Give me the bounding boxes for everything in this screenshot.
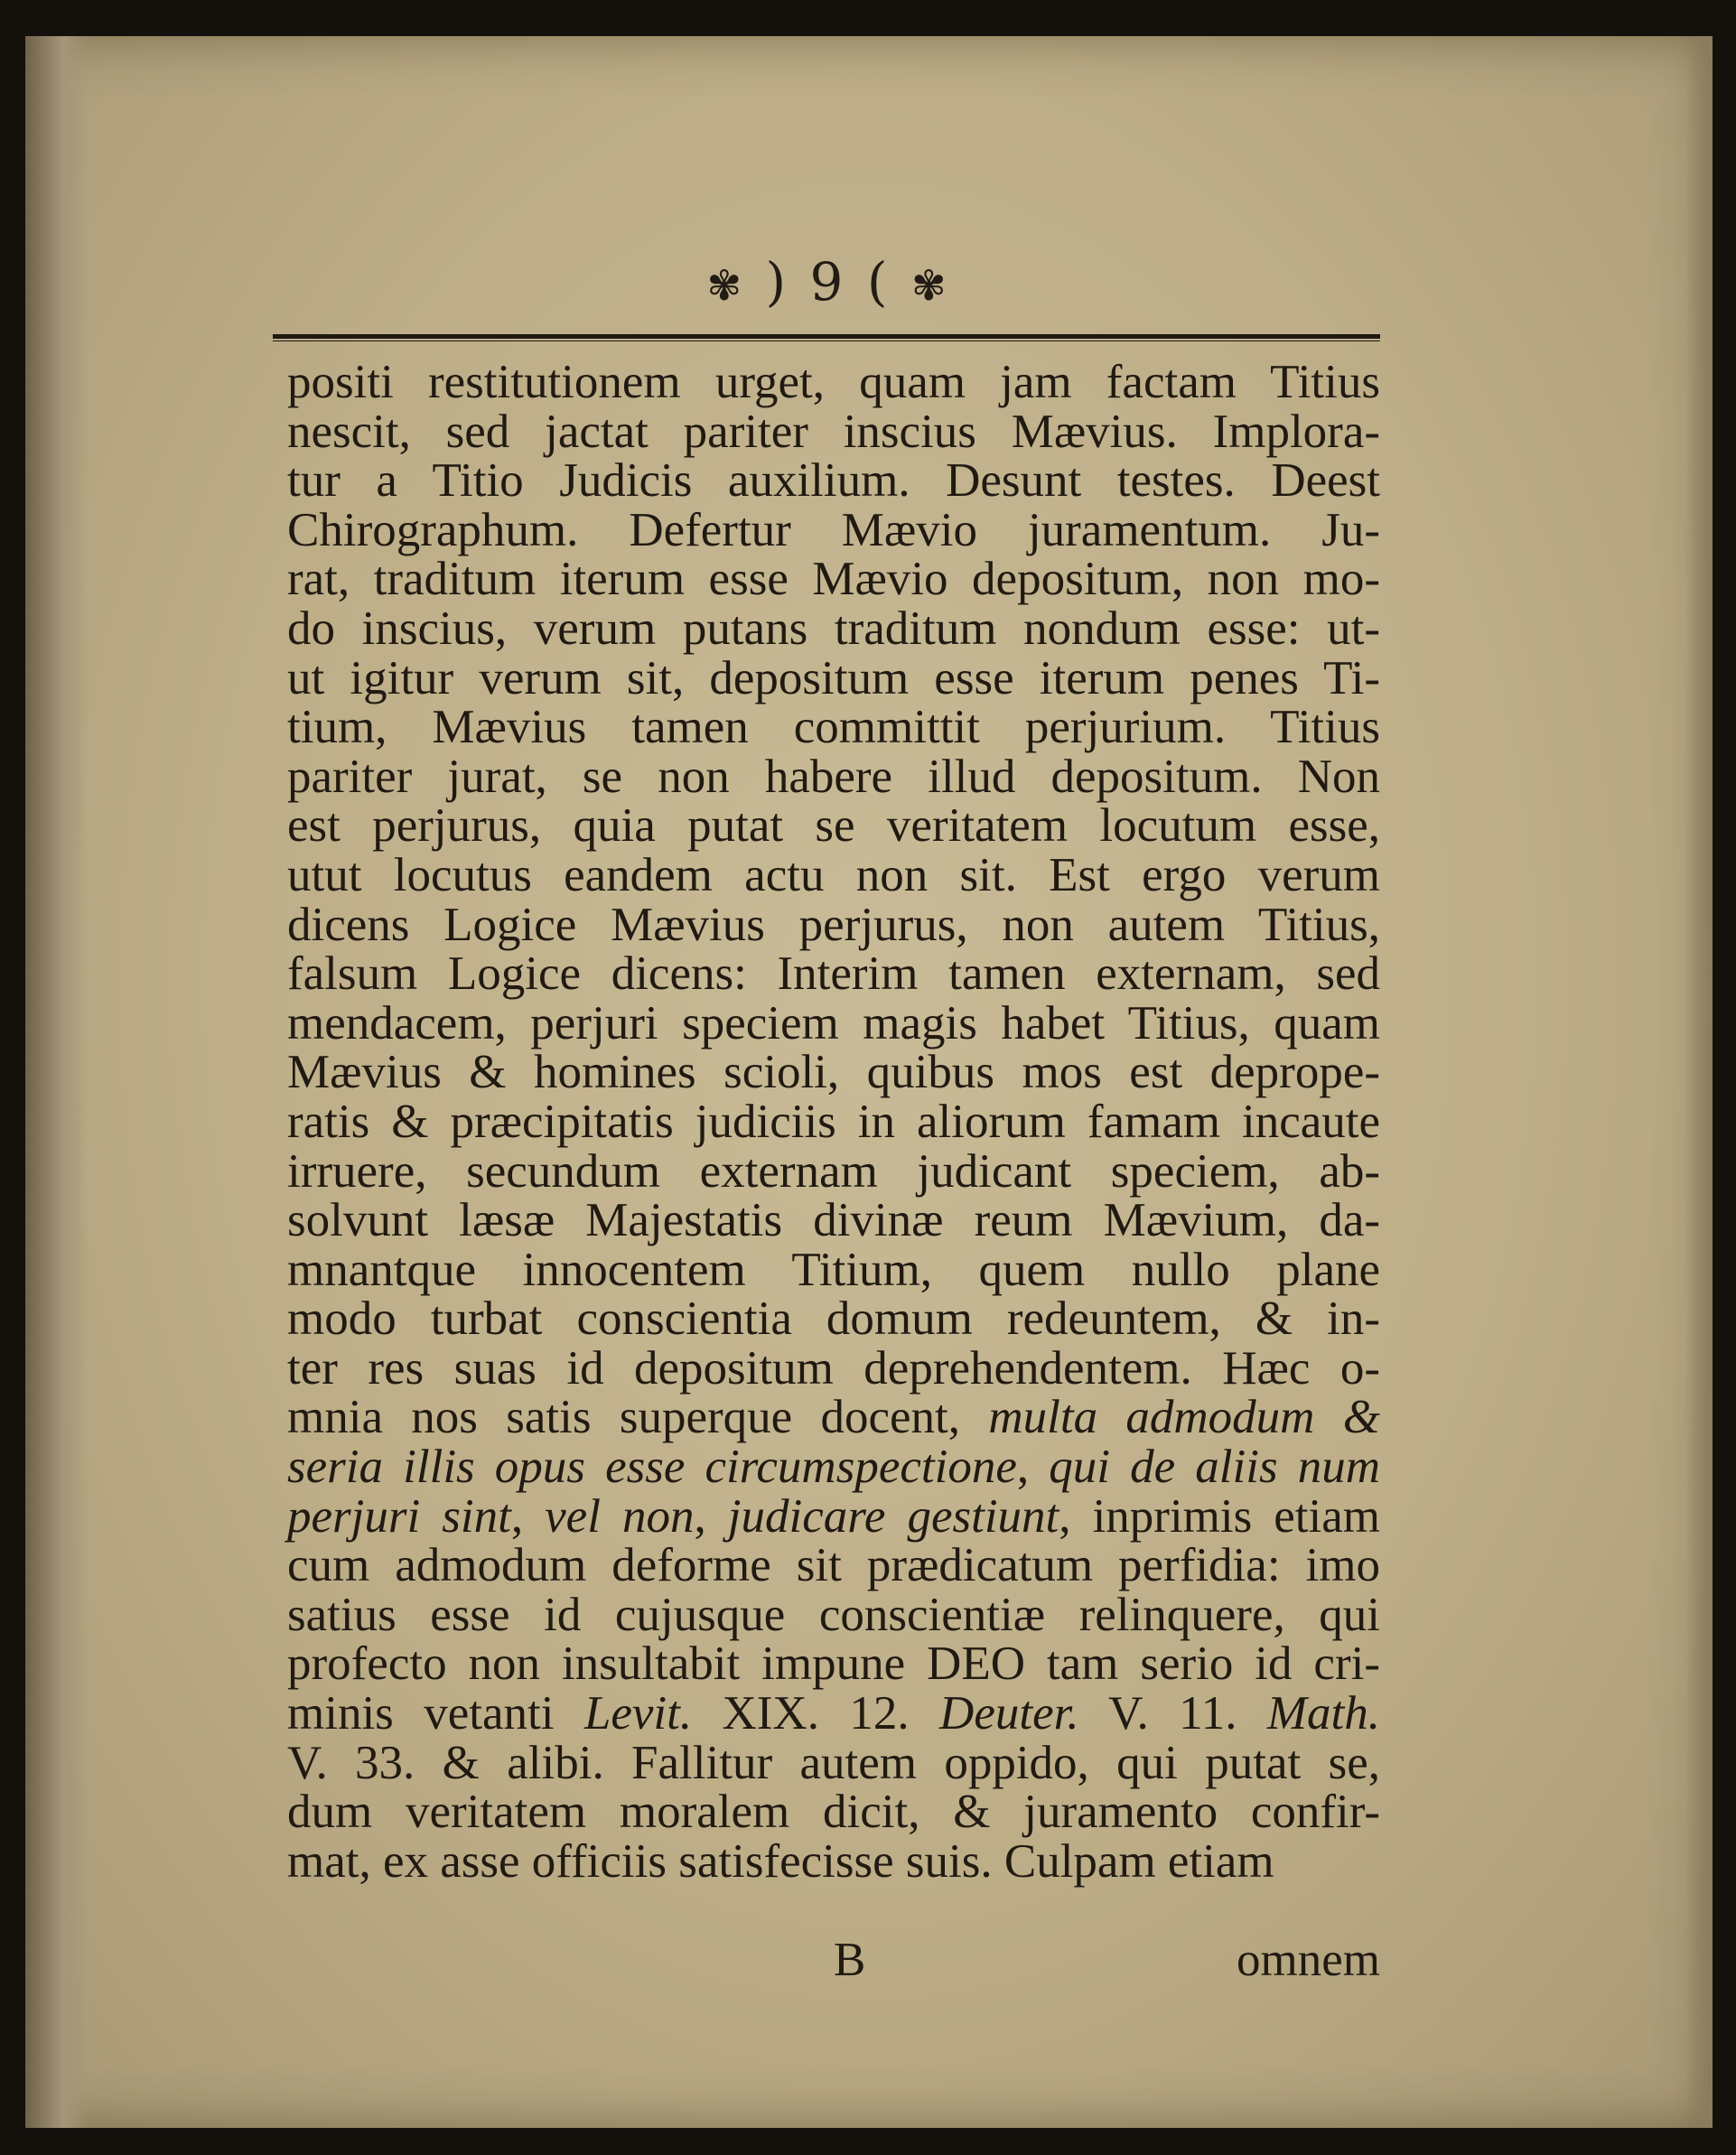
text-segment: irruere, secundum externam judicant speciem, ab-: [287, 1144, 1380, 1198]
text-line: [287, 1196, 1380, 1245]
text-segment: ,: [694, 1489, 728, 1543]
text-segment: falsum Logice dicens: Interim tamen externam, sed: [287, 947, 1380, 1001]
text-line: [287, 996, 1380, 1050]
text-line: [287, 1393, 1380, 1442]
text-segment: ,: [510, 1489, 546, 1543]
italic-segment: Levit.: [583, 1687, 693, 1740]
text-segment: mat, ex asse officiis satisfecisse suis. Culpam etiam: [287, 1834, 1274, 1888]
text-segment: , inprimis etiam: [1059, 1489, 1381, 1543]
text-segment: modo turbat conscientia domum redeuntem, & in-: [287, 1292, 1380, 1346]
text-segment: do inscius, verum putans traditum nondum esse: ut-: [287, 602, 1380, 655]
text-segment: nescit, sed jactat pariter inscius Mævius. Implora-: [287, 405, 1380, 458]
text-segment: Mævius & homines scioli, quibus mos est deprope-: [287, 1046, 1380, 1099]
italic-segment: Math.: [1266, 1687, 1380, 1740]
text-line: [287, 848, 1380, 901]
text-line: [287, 900, 1380, 950]
catchword: omnem: [1237, 1934, 1380, 1986]
text-line: [287, 1144, 1380, 1198]
text-segment: V. 33. & alibi. Fallitur autem oppido, qui putat se,: [287, 1736, 1380, 1789]
text-segment: rat, traditum iterum esse Mævio depositum, non mo-: [287, 553, 1380, 606]
signature-mark: B: [834, 1934, 866, 1986]
page-gutter-shadow: [25, 36, 89, 2128]
text-line: [287, 1787, 1380, 1837]
text-segment: solvunt læsæ Majestatis divinæ reum Mævium, da-: [287, 1194, 1380, 1247]
text-line: [287, 407, 1380, 457]
text-line: [287, 1097, 1380, 1147]
italic-segment: qui de aliis num: [1049, 1441, 1380, 1494]
text-line: [287, 358, 1380, 407]
text-line: [287, 1834, 1380, 1888]
text-segment: profecto non insultabit impune DEO tam serio id cri-: [287, 1637, 1380, 1691]
text-segment: mnantque innocentem Titium, quem nullo plane: [287, 1243, 1380, 1296]
text-line: [287, 503, 1380, 556]
text-segment: Chirographum. Defertur Mævio juramentum. Ju-: [287, 503, 1380, 556]
text-segment: mendacem, perjuri speciem magis habet Titius, quam: [287, 996, 1380, 1050]
text-line: [287, 1245, 1380, 1295]
text-segment: cum admodum deforme sit prædicatum perfidia: imo: [287, 1539, 1380, 1592]
text-segment: mnia nos satis superque docent,: [287, 1391, 989, 1444]
text-segment: ter res suas id depositum deprehendentem. Hæc o-: [287, 1341, 1380, 1395]
text-segment: dum veritatem moralem dicit, & juramento confir-: [287, 1786, 1380, 1839]
text-line: [287, 604, 1380, 654]
text-line: [287, 1639, 1380, 1689]
italic-segment: perjuri sint: [287, 1489, 511, 1543]
page-edge-shadow: [1685, 36, 1713, 2128]
body-text: [287, 358, 1380, 1886]
text-segment: minis vetanti: [287, 1687, 584, 1740]
text-segment: dicens Logice Mævius perjurus, non autem Titius,: [287, 898, 1380, 951]
italic-segment: Deuter.: [939, 1687, 1079, 1740]
text-line: [287, 1489, 1381, 1543]
text-line: [287, 801, 1380, 851]
italic-segment: vel non: [545, 1489, 695, 1543]
page-footer: [287, 1933, 1380, 1987]
text-segment: est perjurus, quia putat se veritatem locutum esse,: [287, 799, 1380, 853]
text-line: [287, 752, 1380, 802]
italic-segment: judicare gestiunt: [727, 1489, 1059, 1543]
page-number: ) 9 (: [765, 251, 891, 313]
text-segment: satius esse id cujusque conscientiæ relinquere, qui: [287, 1588, 1380, 1641]
text-line: [287, 651, 1380, 704]
header-rule: [273, 334, 1380, 341]
text-segment: XIX. 12.: [692, 1687, 940, 1740]
running-head: [278, 251, 1378, 313]
text-line: [287, 1541, 1380, 1591]
text-line: [287, 1442, 1380, 1492]
text-segment: positi restitutionem urget, quam jam factam Titius: [287, 356, 1380, 408]
italic-segment: seria illis opus esse circumspectione: [287, 1441, 1017, 1494]
text-segment: ratis & præcipitatis judiciis in aliorum famam incaute: [287, 1095, 1380, 1148]
left-ornament-icon: ✾: [706, 261, 746, 310]
text-line: [287, 1341, 1380, 1395]
text-segment: utut locutus eandem actu non sit. Est ergo verum: [287, 848, 1380, 901]
text-line: [287, 456, 1380, 506]
text-line: [287, 703, 1380, 752]
text-line: [287, 1048, 1380, 1097]
text-line: [287, 1294, 1380, 1344]
text-segment: ut igitur verum sit, depositum esse iterum penes Ti-: [287, 651, 1380, 704]
text-line: [287, 1588, 1380, 1641]
text-line: [287, 1736, 1380, 1789]
italic-segment: multa admodum &: [988, 1391, 1381, 1444]
text-line: [287, 555, 1380, 604]
text-segment: tur a Titio Judicis auxilium. Desunt testes. Deest: [287, 454, 1380, 508]
text-line: [287, 1689, 1380, 1739]
text-segment: tium, Mævius tamen committit perjurium. Titius: [287, 701, 1380, 754]
book-page: [25, 36, 1713, 2128]
text-segment: pariter jurat, se non habere illud depositum. Non: [287, 750, 1380, 803]
text-segment: V. 11.: [1078, 1687, 1267, 1740]
text-segment: ,: [1016, 1441, 1050, 1494]
right-ornament-icon: ✾: [910, 261, 950, 310]
text-line: [287, 949, 1380, 999]
